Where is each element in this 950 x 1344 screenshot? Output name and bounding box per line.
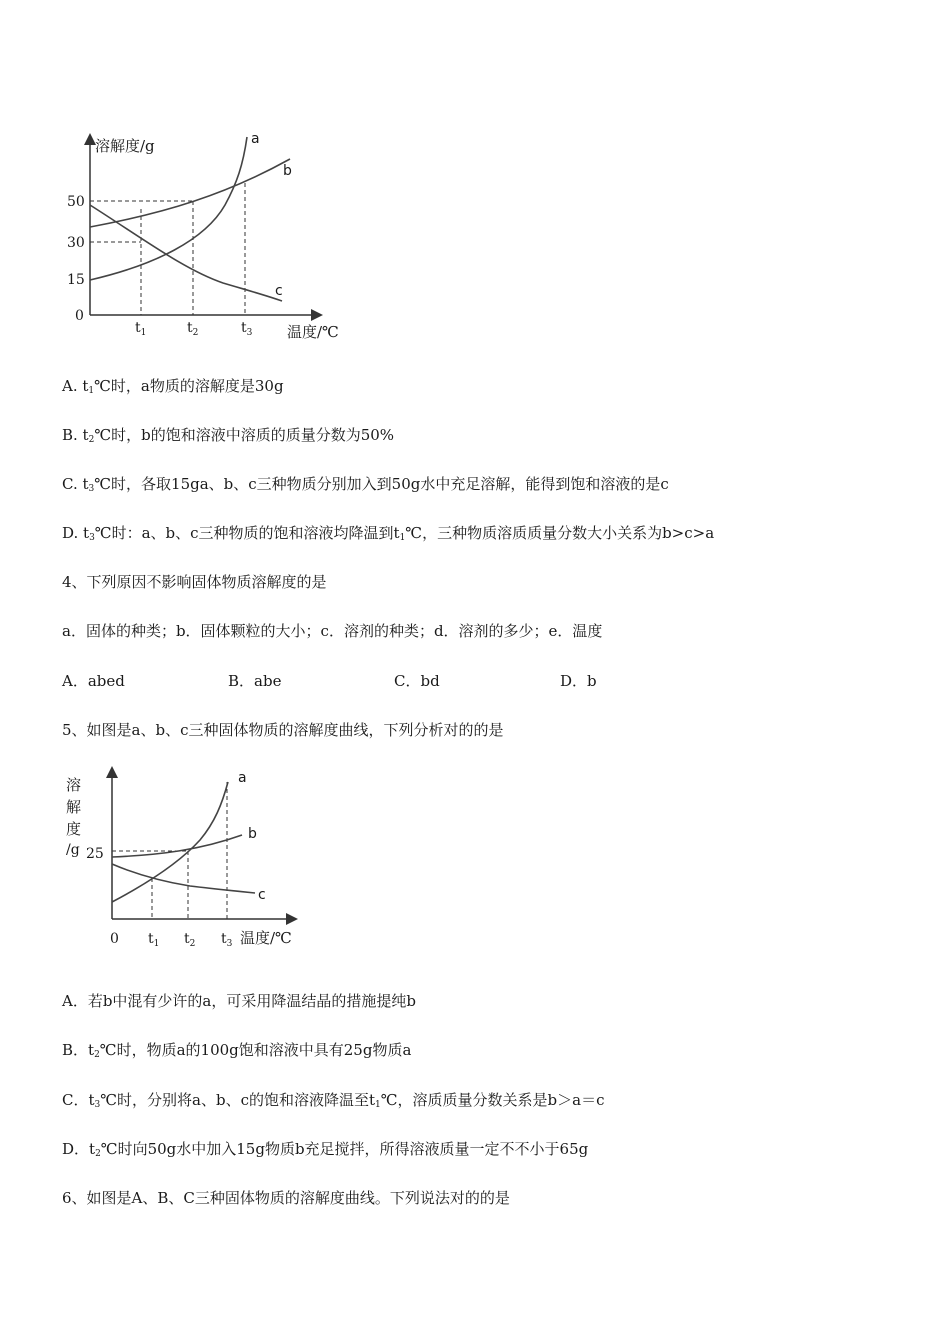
dashed-guides [112,782,227,919]
y-axis-label-3: 度 [66,820,82,838]
q5-option-b: B．$t_2℃$时，物质a的100g饱和溶液中具有25g物质a [62,1041,412,1060]
curve-b [90,159,290,227]
label-c: c [275,283,283,299]
q5-option-a: A．若b中混有少许的a，可采用降温结晶的措施提纯b [62,992,416,1010]
curve-b [112,835,242,857]
y-axis-label-1: 溶 [66,776,82,794]
label-a: a [238,770,247,786]
x-axis-label: 温度/℃ [287,323,339,341]
q3-option-b: B. $t_2℃$时，b的饱和溶液中溶质的质量分数为50% [62,426,395,445]
q5-question: 5、如图是a、b、c三种固体物质的溶解度曲线，下列分析对的的是 [62,721,504,739]
x-tick-t1: $t_1$ [148,931,160,949]
y-tick-0: 0 [75,308,84,324]
label-c: c [258,887,266,903]
q3-option-c: C. $t_3℃$时，各取15ga、b、c三种物质分别加入到50g水中充足溶解，能得到饱和溶液的是c [62,475,669,494]
y-axis-label-2: 解 [66,798,82,816]
x-tick-t3: $t_3$ [241,320,253,338]
solubility-chart-1 [55,125,365,350]
label-b: b [283,163,292,179]
label-a: a [251,131,260,147]
q5-option-c: C．$t_3℃$时，分别将a、b、c的饱和溶液降温至$t_1℃$，溶质质量分数关系是b＞a＝c [62,1091,605,1110]
x-tick-t1: $t_1$ [135,320,147,338]
y-tick-25: 25 [86,846,104,862]
y-tick-30: 30 [67,235,85,251]
y-tick-15: 15 [67,272,85,288]
q6-question: 6、如图是A、B、C三种固体物质的溶解度曲线。下列说法对的的是 [62,1189,510,1207]
y-tick-50: 50 [67,194,85,210]
q4-question: 4、下列原因不影响固体物质溶解度的是 [62,573,327,591]
x-tick-t2: $t_2$ [184,931,196,949]
q3-option-a: A. $t_1℃$时，a物质的溶解度是30g [62,377,284,396]
label-b: b [248,826,257,842]
x-tick-t2: $t_2$ [187,320,199,338]
curve-c [112,864,255,893]
q4-option-a: A．abed [62,672,125,690]
curve-a [112,782,228,902]
y-axis-label: 溶解度/g [95,137,155,155]
x-axis-label: 温度/℃ [240,929,292,947]
q5-option-d: D．$t_2℃$时向50g水中加入15g物质b充足搅拌，所得溶液质量一定不不小于65g [62,1140,589,1159]
y-axis-label-4: /g [66,842,80,858]
q4-option-d: D．b [560,672,597,690]
curve-c [90,205,282,301]
origin-label: 0 [110,931,119,947]
q4-items: a．固体的种类；b．固体颗粒的大小；c．溶剂的种类；d．溶剂的多少；e．温度 [62,622,603,640]
x-tick-t3: $t_3$ [221,931,233,949]
q4-option-c: C．bd [394,672,440,690]
q3-option-d: D. $t_3℃$时：a、b、c三种物质的饱和溶液均降温到$t_1℃$，三种物质溶质质量分数大小关系为b>c>a [62,524,715,543]
q4-option-b: B．abe [228,672,282,690]
solubility-chart-2 [60,762,310,952]
dashed-guides [90,183,245,315]
